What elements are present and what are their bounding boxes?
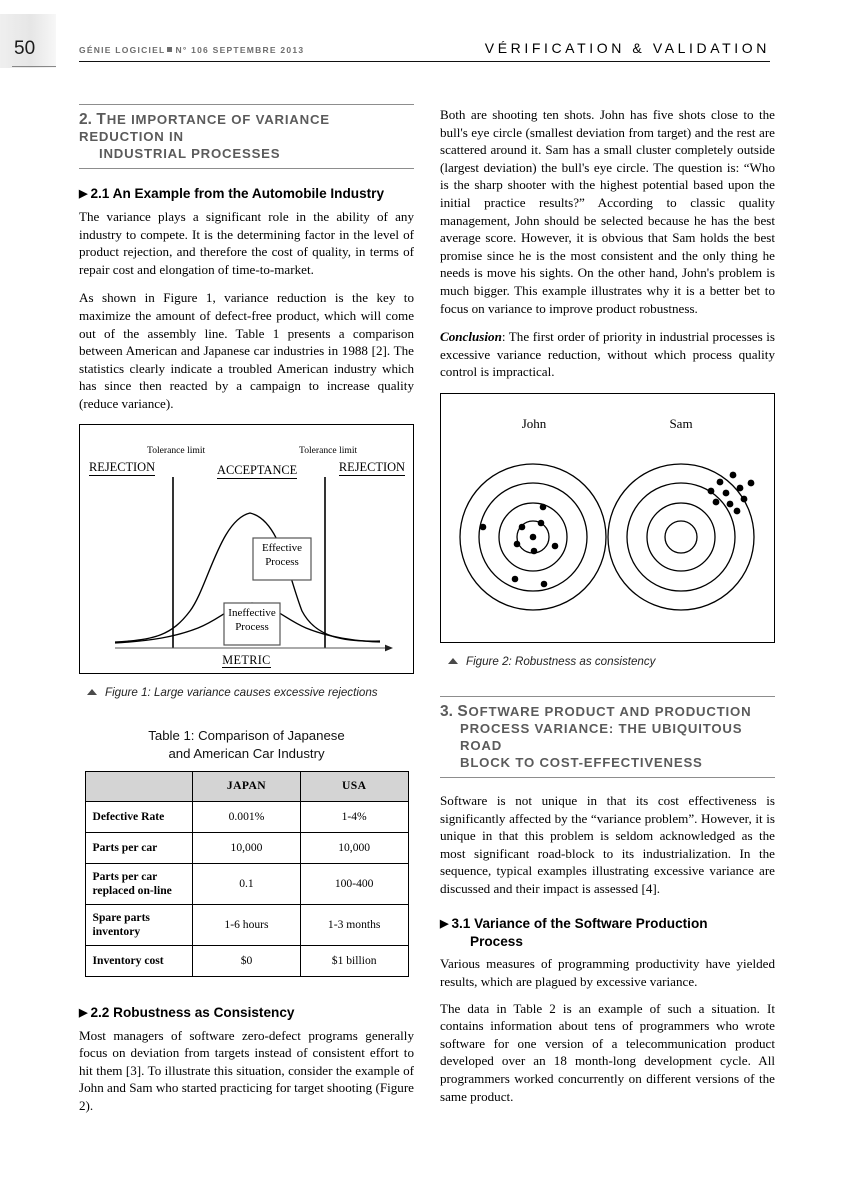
subsection-3-1-label-line1: 3.1 Variance of the Software Production: [451, 916, 708, 932]
row-usa: 1-3 months: [300, 904, 408, 945]
subsection-2-2-heading: [79, 1004, 414, 1022]
table-row: [85, 863, 408, 904]
section-2-title-cap: T: [96, 111, 107, 128]
paragraph-conclusion: [440, 328, 775, 381]
row-japan: 1-6 hours: [193, 904, 301, 945]
figure-2: [440, 393, 775, 643]
paragraph-2-1-b: As shown in Figure 1, variance reduction is the key to maximize the amount of defect-free product, which will come out of the assembly line. Table 1 presents a comparison between American and Japanese car industries in 1988 [2]. The statistics clearly indicate a troubled American industry which has since then reacted by a campaign to increase quality (reduce variance).: [79, 290, 414, 411]
effective-process-line2: Process: [265, 555, 299, 568]
effective-process-line1: Effective: [261, 541, 303, 554]
row-label: Defective Rate: [85, 801, 193, 832]
conclusion-label: Conclusion: [440, 329, 502, 345]
sam-ring-4: [608, 464, 754, 610]
triangle-bullet-icon: ▶: [440, 918, 449, 931]
table-col-usa: USA: [300, 771, 408, 801]
subsection-2-2-label: 2.2 Robustness as Consistency: [90, 1004, 295, 1020]
table-1-caption-line2: and American Car Industry: [168, 745, 325, 761]
table-header-row: [85, 771, 408, 801]
triangle-bullet-icon: ▶: [79, 1006, 88, 1019]
journal-header-left: [79, 45, 304, 55]
section-2-heading: [79, 104, 414, 169]
tolerance-limit-left-label: Tolerance limit: [147, 444, 206, 456]
figure-2-svg: [441, 394, 776, 644]
target-sam: [608, 464, 754, 610]
row-japan: 0.001%: [193, 801, 301, 832]
caption-triangle-icon: [448, 658, 458, 664]
caption-triangle-icon: [87, 689, 97, 695]
target-john: [460, 464, 606, 610]
rejection-left-label: REJECTION: [89, 459, 156, 474]
left-column: [79, 104, 414, 1126]
row-label: Parts per car replaced on-line: [85, 863, 193, 904]
sam-ring-2: [647, 503, 715, 571]
metric-axis-label: [80, 653, 413, 668]
row-japan: 0.1: [193, 863, 301, 904]
axis-arrow-icon: [385, 644, 393, 651]
acceptance-label: ACCEPTANCE: [217, 462, 298, 477]
effective-process-label: [253, 541, 311, 569]
subsection-3-1-heading: [440, 915, 775, 950]
journal-header-right: VÉRIFICATION & VALIDATION: [484, 40, 770, 56]
figure-1: [79, 424, 414, 674]
table-row: [85, 904, 408, 945]
section-2-title-line2: INDUSTRIAL PROCESSES: [99, 146, 281, 161]
table-col-blank: [85, 771, 193, 801]
rejection-right-label: REJECTION: [338, 459, 405, 474]
table-1-caption-line1: Table 1: Comparison of Japanese: [148, 727, 345, 743]
row-usa: 100-400: [300, 863, 408, 904]
table-row: [85, 801, 408, 832]
section-3-title-line2: PROCESS VARIANCE: THE UBIQUITOUS ROAD: [460, 720, 743, 753]
row-usa: $1 billion: [300, 945, 408, 976]
figure-1-caption-text: Figure 1: Large variance causes excessive rejections: [105, 685, 378, 699]
journal-name: GÉNIE LOGICIEL: [79, 45, 166, 55]
ineffective-process-line2: Process: [235, 620, 269, 633]
page-number: 50: [14, 38, 36, 59]
right-column: [440, 104, 775, 1116]
section-2-title-rest: HE IMPORTANCE OF VARIANCE REDUCTION IN: [79, 112, 330, 144]
header-rule: [79, 61, 770, 62]
table-head: [85, 771, 408, 801]
sam-ring-1: [665, 521, 697, 553]
triangle-bullet-icon: ▶: [79, 188, 88, 200]
figure-2-caption: [440, 655, 775, 668]
section-3-heading: [440, 696, 775, 778]
conclusion-text: : The first order of priority in industrial processes is excessive variance reduction, without which process quality control is impractical.: [440, 329, 775, 380]
paragraph-3-1-a: Various measures of programming productivity have yielded results, which are plagued by excessive variance.: [440, 956, 775, 990]
section-2-number: 2.: [79, 111, 92, 128]
metric-axis-text: METRIC: [222, 652, 271, 667]
row-usa: 1-4%: [300, 801, 408, 832]
row-label: Spare parts inventory: [85, 904, 193, 945]
paragraph-2-2-a: Most managers of software zero-defect programs generally focus on deviation from targets instead of consistent effort to hit them [3]. To illustrate this situation, consider the example of John and Sam who started practicing for target shooting (Figure 2).: [79, 1027, 414, 1113]
comparison-table: [85, 771, 409, 977]
table-body: [85, 801, 408, 976]
row-usa: 10,000: [300, 832, 408, 863]
square-bullet-icon: [167, 47, 172, 52]
subsection-3-1-label-line2: Process: [470, 934, 523, 950]
figure-1-caption: [79, 686, 414, 699]
ineffective-process-label: [224, 606, 280, 634]
subsection-2-1-label: 2.1 An Example from the Automobile Industry: [90, 186, 385, 201]
ineffective-process-line1: Ineffective: [228, 606, 276, 619]
section-3-number: 3.: [440, 702, 453, 720]
row-japan: 10,000: [193, 832, 301, 863]
sam-ring-3: [627, 483, 735, 591]
row-japan: $0: [193, 945, 301, 976]
section-3-title-cap: S: [457, 702, 469, 720]
table-1-caption: [79, 727, 414, 763]
paragraph-3-1-b: The data in Table 2 is an example of such a situation. It contains information about tens of programmers who wrote software for one version of a telecommunication product developed over an 18 month-long development cycle. All programmers worked concurrently on different versions of the same product.: [440, 1000, 775, 1104]
page-number-rule: [12, 66, 56, 67]
subsection-2-1-heading: [79, 185, 414, 203]
paragraph-3-a: Software is not unique in that its cost effectiveness is significantly affected by the “variance problem”. However, it is unique in that this problem is seldom acknowledged as the most significant road-block to its industrialization. In the sequence, typical examples illustrating excessive variance are discussed and their impact is assessed [4].: [440, 792, 775, 896]
section-3-title-rest: OFTWARE PRODUCT AND PRODUCTION: [468, 703, 752, 719]
table-col-japan: JAPAN: [193, 771, 301, 801]
figure-2-caption-text: Figure 2: Robustness as consistency: [466, 654, 656, 668]
tolerance-limit-right-label: Tolerance limit: [299, 444, 358, 456]
journal-issue: N° 106 SEPTEMBRE 2013: [175, 45, 305, 55]
table-row: [85, 945, 408, 976]
section-3-title-line3: BLOCK TO COST-EFFECTIVENESS: [460, 754, 703, 770]
row-label: Parts per car: [85, 832, 193, 863]
target-label-sam: Sam: [669, 415, 693, 431]
table-1-block: [79, 727, 414, 977]
paragraph-2-1-a: The variance plays a significant role in the ability of any industry to compete. It is the determining factor in the level of product rejection, and therefore the cost of quality, in terms of repair cost and elongation of time-to-market.: [79, 209, 414, 277]
target-label-john: John: [521, 415, 547, 431]
paragraph-right-intro: Both are shooting ten shots. John has five shots close to the bull's eye circle (smallest deviation from target) and the rest are scattered around it. Sam has a small cluster completely outside (largest deviation) the bull's eye circle. The question is: “Who is the sharp shooter with the highest potential based upon the initial practice results?” According to classic quality management, John should be selected because he has the best average score. However, it is obvious that Sam holds the best promise since he is the most consistent and the only thing he needs is move his sights. On the other hand, John's problem is much bigger. This example illustrates why it is a better bet to focus on variance to improve product robustness.: [440, 107, 775, 316]
table-row: [85, 832, 408, 863]
row-label: Inventory cost: [85, 945, 193, 976]
